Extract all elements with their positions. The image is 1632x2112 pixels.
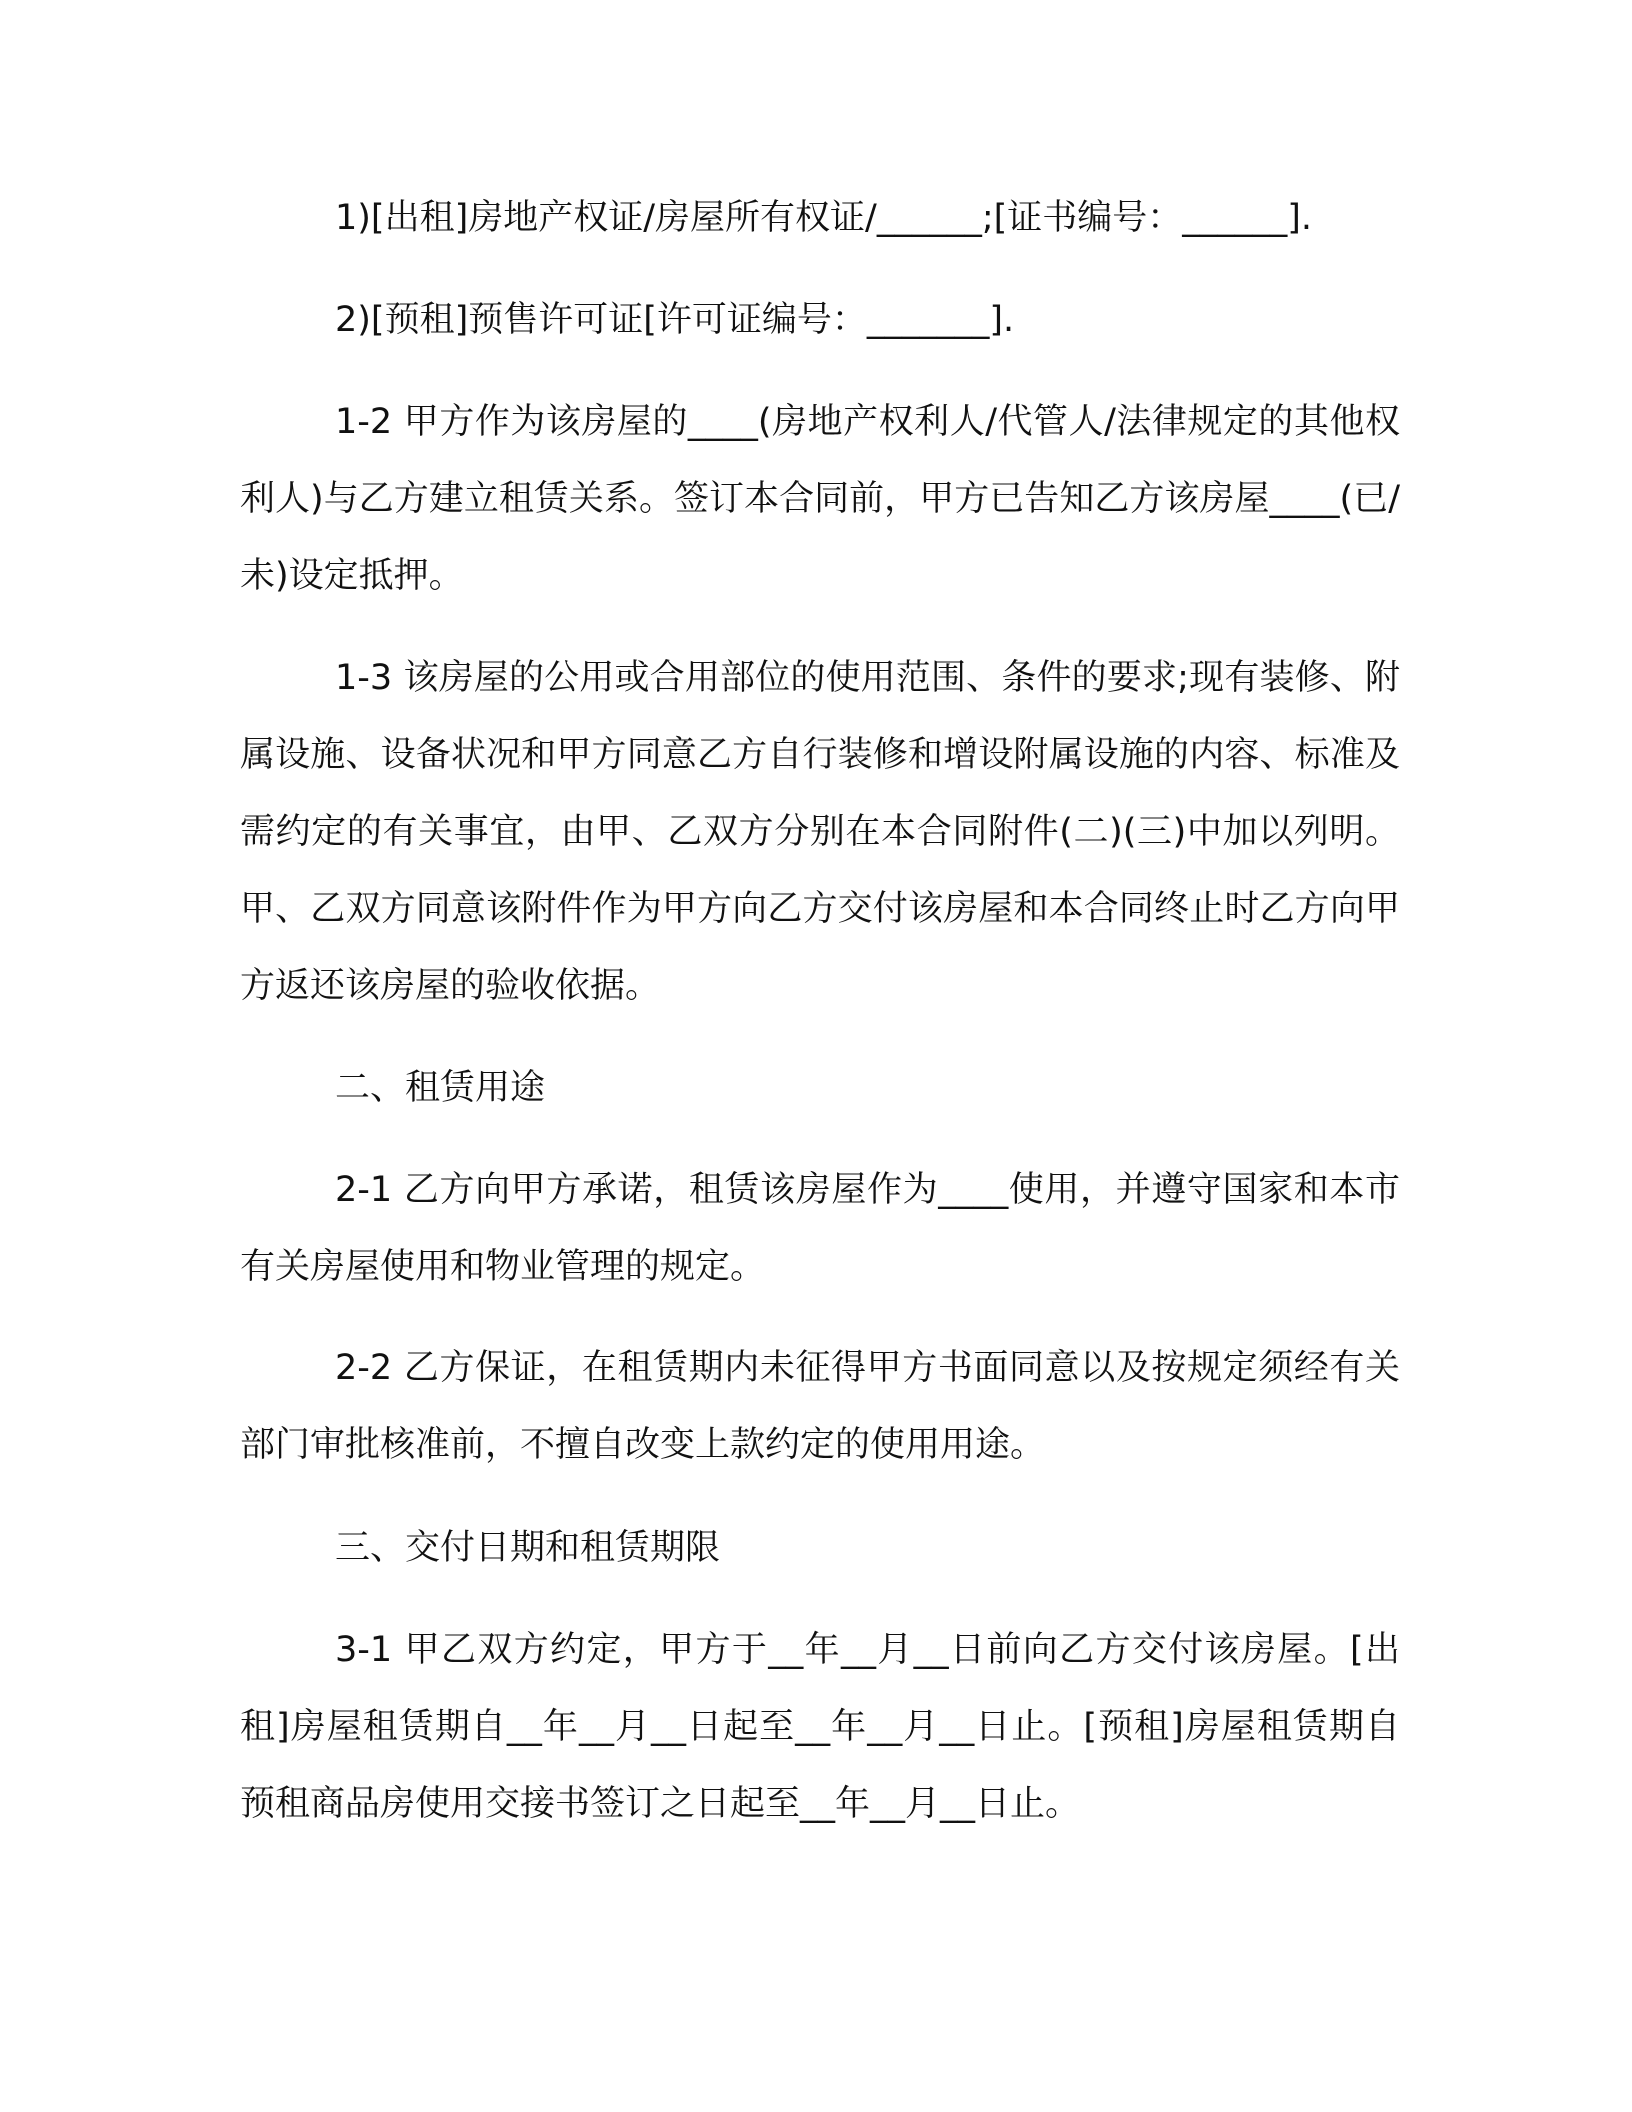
section-heading-rental-purpose: 二、租赁用途	[335, 1068, 546, 1108]
paragraph-3-1: 3-1 甲乙双方约定，甲方于__年__月__日前向乙方交付该房屋。[出租]房屋租赁期自__年__月__日起至__年__月__日止。[预租]房屋租赁期自预租商品房使用交接书签订之日起至__年__月__日止。	[240, 1630, 1400, 1824]
paragraph-1-3: 1-3 该房屋的公用或合用部位的使用范围、条件的要求;现有装修、附属设施、设备状况和甲方同意乙方自行装修和增设附属设施的内容、标准及需约定的有关事宜，由甲、乙双方分别在本合同附件(二)(三)中加以列明。甲、乙双方同意该附件作为甲方向乙方交付该房屋和本合同终止时乙方向甲方返还该房屋的验收依据。	[240, 658, 1400, 1006]
paragraph-certificate-rental: 1)[出租]房地产权证/房屋所有权证/______;[证书编号：______].	[335, 198, 1313, 238]
paragraph-1-2: 1-2 甲方作为该房屋的____(房地产权利人/代管人/法律规定的其他权利人)与乙方建立租赁关系。签订本合同前，甲方已告知乙方该房屋____(已/未)设定抵押。	[240, 402, 1400, 596]
paragraph-2-2: 2-2 乙方保证，在租赁期内未征得甲方书面同意以及按规定须经有关部门审批核准前，不擅自改变上款约定的使用用途。	[240, 1348, 1400, 1465]
section-heading-delivery-term: 三、交付日期和租赁期限	[335, 1528, 721, 1568]
paragraph-2-1: 2-1 乙方向甲方承诺，租赁该房屋作为____使用，并遵守国家和本市有关房屋使用和物业管理的规定。	[240, 1170, 1400, 1287]
paragraph-presale-permit: 2)[预租]预售许可证[许可证编号：_______].	[335, 300, 1015, 340]
